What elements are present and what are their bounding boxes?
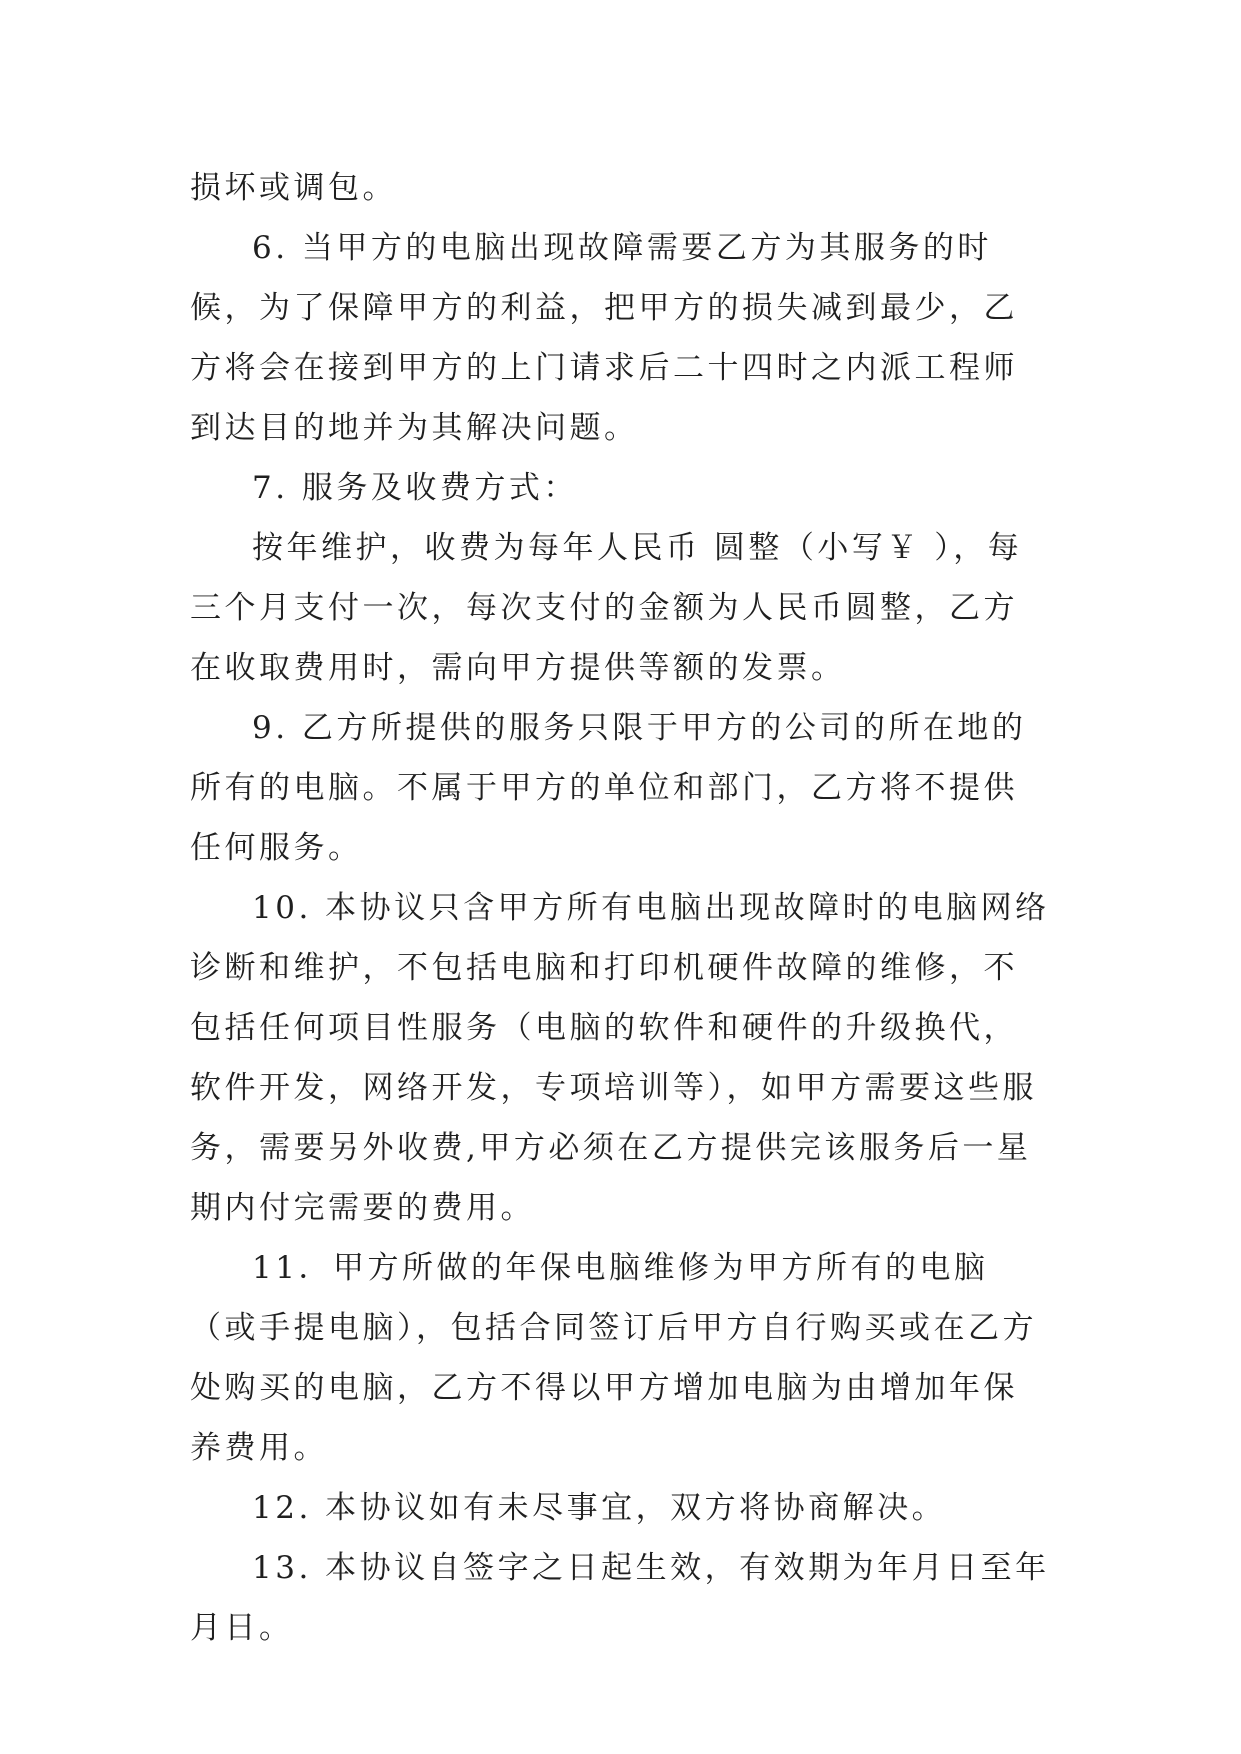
fee-paragraph: 按年维护，收费为每年人民币 圆整（小写￥ ），每三个月支付一次，每次支付的金额为人民币圆整，乙方在收取费用时，需向甲方提供等额的发票。 — [190, 530, 1023, 686]
clause-9: 9. 乙方所提供的服务只限于甲方的公司的所在地的所有的电脑。不属于甲方的单位和部门，乙方将不提供任何服务。 — [190, 710, 1027, 866]
clause-12: 12. 本协议如有未尽事宜，双方将协商解决。 — [252, 1490, 947, 1526]
clause-13: 13. 本协议自签字之日起生效，有效期为年月日至年月日。 — [190, 1550, 1050, 1646]
clause-11: 11．甲方所做的年保电脑维修为甲方所有的电脑（或手提电脑），包括合同签订后甲方自行购买或在乙方处购买的电脑，乙方不得以甲方增加电脑为由增加年保养费用。 — [190, 1250, 1037, 1466]
clause-6: 6. 当甲方的电脑出现故障需要乙方为其服务的时候，为了保障甲方的利益，把甲方的损失减到最少，乙方将会在接到甲方的上门请求后二十四时之内派工程师到达目的地并为其解决问题。 — [190, 230, 1018, 446]
clause-7: 7. 服务及收费方式： — [252, 470, 578, 506]
document-body — [190, 158, 1050, 1658]
clause-10: 10. 本协议只含甲方所有电脑出现故障时的电脑网络诊断和维护，不包括电脑和打印机硬件故障的维修，不包括任何项目性服务（电脑的软件和硬件的升级换代，软件开发，网络开发，专项培训等），如甲方需要这些服务，需要另外收费,甲方必须在乙方提供完该服务后一星期内付完需要的费用。 — [190, 890, 1050, 1226]
paragraph-continuation: 损坏或调包。 — [190, 170, 397, 206]
